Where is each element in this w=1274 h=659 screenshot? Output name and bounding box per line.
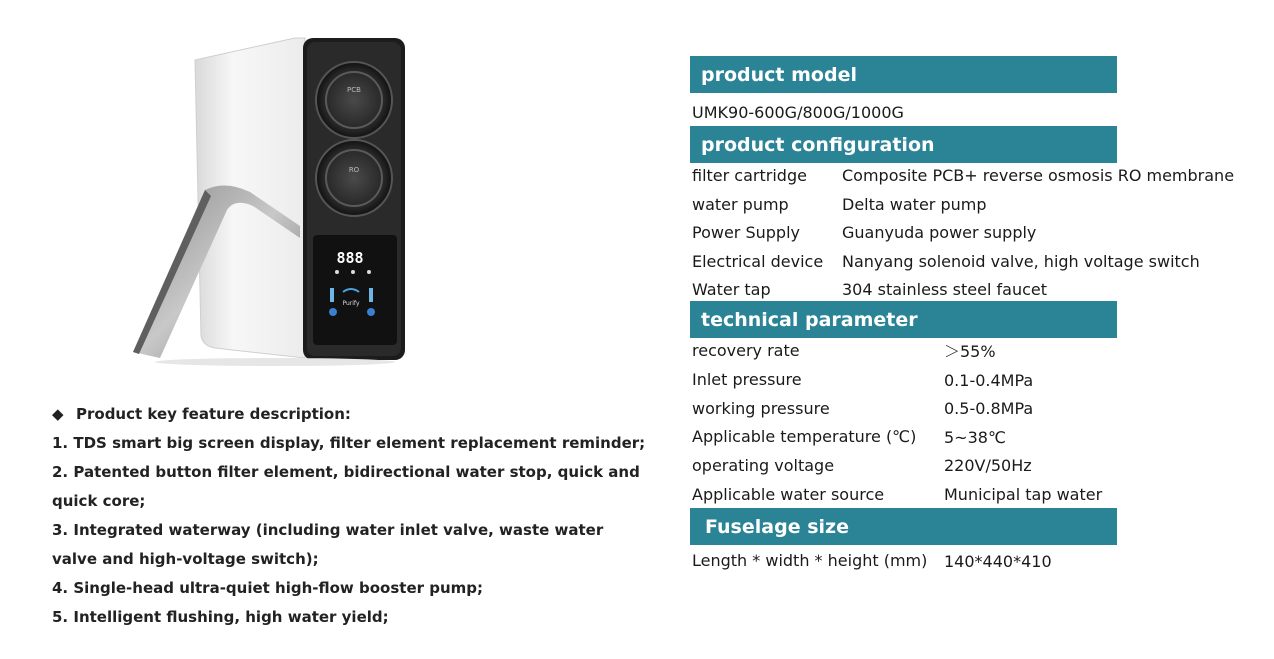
tech-label: working pressure (692, 399, 830, 418)
tech-label: recovery rate (692, 341, 800, 360)
tech-value: Municipal tap water (944, 485, 1103, 504)
config-label: filter cartridge (692, 166, 807, 185)
config-value: Nanyang solenoid valve, high voltage switch (842, 252, 1200, 271)
product-image (125, 30, 415, 370)
config-value: Guanyuda power supply (842, 223, 1037, 242)
purify-label: Purify (342, 300, 360, 307)
config-label: Water tap (692, 280, 771, 299)
tech-value: ＞55% (944, 342, 996, 361)
tds-display: 888 (336, 249, 364, 267)
config-label: water pump (692, 195, 789, 214)
filter-top-label: PCB (347, 86, 361, 94)
section-product-model: product model (690, 56, 1117, 93)
fuselage-label: Length * width * height (mm) (692, 551, 928, 570)
config-label: Power Supply (692, 223, 800, 242)
feature-line: quick core; (52, 492, 146, 510)
tech-value: 0.1-0.4MPa (944, 371, 1034, 390)
feature-description (52, 400, 652, 632)
diamond-icon: ◆ (52, 405, 64, 423)
tech-value: 0.5-0.8MPa (944, 399, 1034, 418)
water-purifier-illustration (125, 30, 415, 370)
tech-label: Applicable water source (692, 485, 885, 504)
config-label: Electrical device (692, 252, 824, 271)
section-fuselage-size: Fuselage size (690, 508, 1117, 545)
section-technical-parameter: technical parameter (690, 301, 1117, 338)
tech-value: 220V/50Hz (944, 456, 1032, 475)
filter-bottom-label: RO (348, 166, 360, 174)
feature-line: 4. Single-head ultra-quiet high-flow booster pump; (52, 579, 484, 597)
section-product-configuration: product configuration (690, 126, 1117, 163)
feature-heading (52, 400, 652, 429)
tech-label: Applicable temperature (℃) (692, 427, 917, 446)
tech-label: operating voltage (692, 456, 835, 475)
feature-line: 2. Patented button filter element, bidirectional water stop, quick and (52, 463, 640, 481)
feature-heading-text: Product key feature description: (76, 405, 351, 423)
config-value: Delta water pump (842, 195, 987, 214)
tech-label: Inlet pressure (692, 370, 802, 389)
feature-line: 3. Integrated waterway (including water inlet valve, waste water (52, 521, 604, 539)
fuselage-value: 140*440*410 (944, 552, 1052, 571)
feature-line: valve and high-voltage switch); (52, 550, 319, 568)
model-value: UMK90-600G/800G/1000G (692, 103, 904, 122)
tech-value: 5~38℃ (944, 428, 1006, 447)
feature-line: 1. TDS smart big screen display, filter element replacement reminder; (52, 434, 646, 452)
feature-line: 5. Intelligent flushing, high water yield; (52, 608, 389, 626)
config-value: 304 stainless steel faucet (842, 280, 1047, 299)
config-value: Composite PCB+ reverse osmosis RO membrane (842, 166, 1235, 185)
